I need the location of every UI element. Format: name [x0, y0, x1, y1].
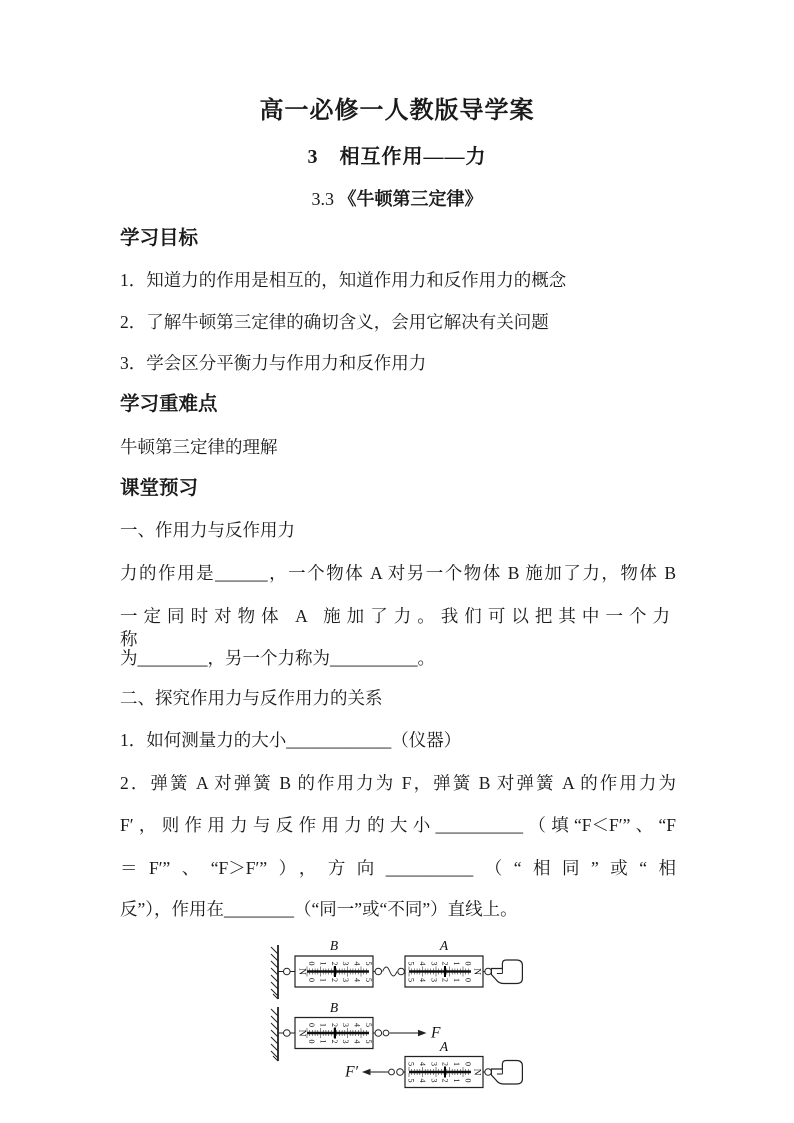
hook-ring-icon	[375, 1030, 382, 1037]
svg-text:3: 3	[429, 978, 439, 982]
svg-text:0: 0	[307, 1023, 316, 1027]
svg-text:1: 1	[452, 1062, 462, 1066]
doc-title: 高一必修一人教版导学案	[259, 98, 535, 124]
svg-text:N: N	[296, 1029, 307, 1037]
hook-ring-icon	[398, 968, 405, 975]
svg-text:4: 4	[417, 978, 427, 982]
heading-goals: 学习目标	[120, 228, 199, 249]
svg-text:3: 3	[341, 1023, 351, 1027]
svg-text:N: N	[471, 968, 482, 975]
svg-text:0: 0	[307, 961, 316, 966]
svg-text:4: 4	[352, 1023, 362, 1027]
svg-text:5: 5	[364, 1039, 373, 1044]
svg-text:1: 1	[452, 978, 462, 982]
svg-text:5: 5	[364, 961, 373, 966]
svg-text:0: 0	[463, 978, 473, 982]
section-name: 《牛顿第三定律》	[338, 189, 483, 209]
preview-part2-title: 二、探究作用力与反作用力的关系	[120, 688, 383, 708]
svg-text:2: 2	[440, 1062, 450, 1066]
chapter-title: 3 相互作用——力	[307, 146, 487, 168]
svg-text:3: 3	[341, 961, 351, 966]
force-f-prime-label: F′	[345, 1063, 358, 1081]
svg-text:5: 5	[406, 1078, 416, 1083]
svg-text:2: 2	[440, 1078, 450, 1083]
preview-p3: 为________，另一个力称为__________。	[120, 648, 435, 668]
scale-a-label: A	[439, 1039, 449, 1054]
preview-q2: 2．弹簧 A 对弹簧 B 的作用力为 F，弹簧 B 对弹簧 A 的作用力为	[120, 773, 676, 793]
svg-text:0: 0	[463, 961, 473, 966]
svg-text:0: 0	[463, 1062, 473, 1066]
hand-icon	[491, 960, 522, 984]
heading-preview: 课堂预习	[120, 478, 199, 499]
hand-icon	[491, 1061, 522, 1085]
hook-icon	[389, 1069, 395, 1075]
spring-scale-diagrams	[270, 936, 532, 1108]
objective-2: 2．了解牛顿第三定律的确切含义，会用它解决有关问题	[120, 312, 549, 332]
svg-text:N: N	[471, 1068, 482, 1076]
svg-text:2: 2	[329, 1023, 339, 1027]
svg-text:1: 1	[318, 1039, 328, 1044]
svg-text:2: 2	[440, 961, 450, 966]
spring-scale-a	[405, 1057, 483, 1088]
hook-ring-icon	[397, 1069, 404, 1076]
hook-ring-icon	[485, 1069, 492, 1076]
spring-scale-b	[295, 956, 373, 987]
preview-p2: 一定同时对物体 A 施加了力。我们可以把其中一个力称	[120, 606, 676, 649]
svg-text:2: 2	[329, 978, 339, 982]
svg-text:5: 5	[364, 1023, 373, 1027]
hook-ring-icon	[485, 968, 492, 975]
svg-text:3: 3	[341, 1039, 351, 1044]
arrowhead-right-icon	[418, 1030, 427, 1036]
svg-text:0: 0	[307, 1039, 316, 1044]
svg-text:5: 5	[364, 978, 373, 982]
diagram-2	[271, 1000, 441, 1061]
scale-b-label: B	[329, 938, 339, 953]
hook-ring-icon	[284, 968, 291, 975]
scale-b-label: B	[329, 1000, 339, 1015]
svg-text:2: 2	[440, 978, 450, 982]
svg-text:1: 1	[452, 961, 462, 966]
svg-text:1: 1	[452, 1078, 462, 1083]
objective-1: 1．知道力的作用是相互的，知道作用力和反作用力的概念	[120, 270, 567, 290]
svg-text:0: 0	[307, 978, 316, 982]
svg-text:4: 4	[417, 961, 427, 966]
hook-ring-icon	[284, 1030, 291, 1037]
wall-icon	[271, 1007, 278, 1061]
svg-text:1: 1	[318, 978, 328, 982]
spring-link-icon	[383, 967, 397, 976]
objective-3: 3．学会区分平衡力与作用力和反作用力	[120, 353, 427, 373]
keypoint-text: 牛顿第三定律的理解	[120, 437, 278, 457]
diagram-1	[271, 938, 522, 999]
hook-ring-icon	[375, 968, 382, 975]
force-f-label: F	[431, 1024, 441, 1042]
svg-text:0: 0	[463, 1078, 473, 1083]
svg-text:2: 2	[329, 961, 339, 966]
preview-q1: 1．如何测量力的大小____________（仪器）	[120, 730, 462, 750]
svg-text:3: 3	[429, 1062, 439, 1066]
svg-text:3: 3	[429, 1078, 439, 1083]
svg-text:5: 5	[406, 978, 416, 982]
svg-text:4: 4	[352, 961, 362, 966]
preview-q3: F′，则作用力与反作用力的大小__________（填“F＜F′”、“F	[120, 815, 676, 835]
scale-a-label: A	[439, 938, 449, 953]
preview-part1-title: 一、作用力与反作用力	[120, 520, 295, 540]
spring-scale-a	[405, 956, 483, 987]
section-title	[0, 188, 794, 211]
wall-icon	[271, 945, 278, 999]
svg-text:3: 3	[341, 978, 351, 982]
svg-text:1: 1	[318, 961, 328, 966]
svg-text:2: 2	[329, 1039, 339, 1044]
svg-text:4: 4	[352, 978, 362, 982]
svg-text:N: N	[296, 968, 307, 975]
preview-q5: 反”），作用在________（“同一”或“不同”）直线上。	[120, 899, 518, 919]
svg-text:1: 1	[318, 1023, 328, 1027]
preview-p1: 力的作用是______，一个物体 A 对另一个物体 B 施加了力，物体 B	[120, 563, 676, 583]
svg-text:4: 4	[417, 1062, 427, 1066]
spring-scale-b	[295, 1018, 373, 1049]
heading-keypoints: 学习重难点	[120, 394, 218, 415]
svg-text:4: 4	[352, 1039, 362, 1044]
hook-icon	[383, 1030, 389, 1036]
arrowhead-left-icon	[362, 1069, 371, 1075]
svg-text:3: 3	[429, 961, 439, 966]
section-number: 3.3	[311, 189, 334, 209]
preview-q4: ＝F′”、“F＞F′”），方向__________（“相同”或“相	[120, 858, 676, 878]
svg-text:5: 5	[406, 961, 416, 966]
svg-text:5: 5	[406, 1062, 416, 1066]
svg-text:4: 4	[417, 1078, 427, 1083]
